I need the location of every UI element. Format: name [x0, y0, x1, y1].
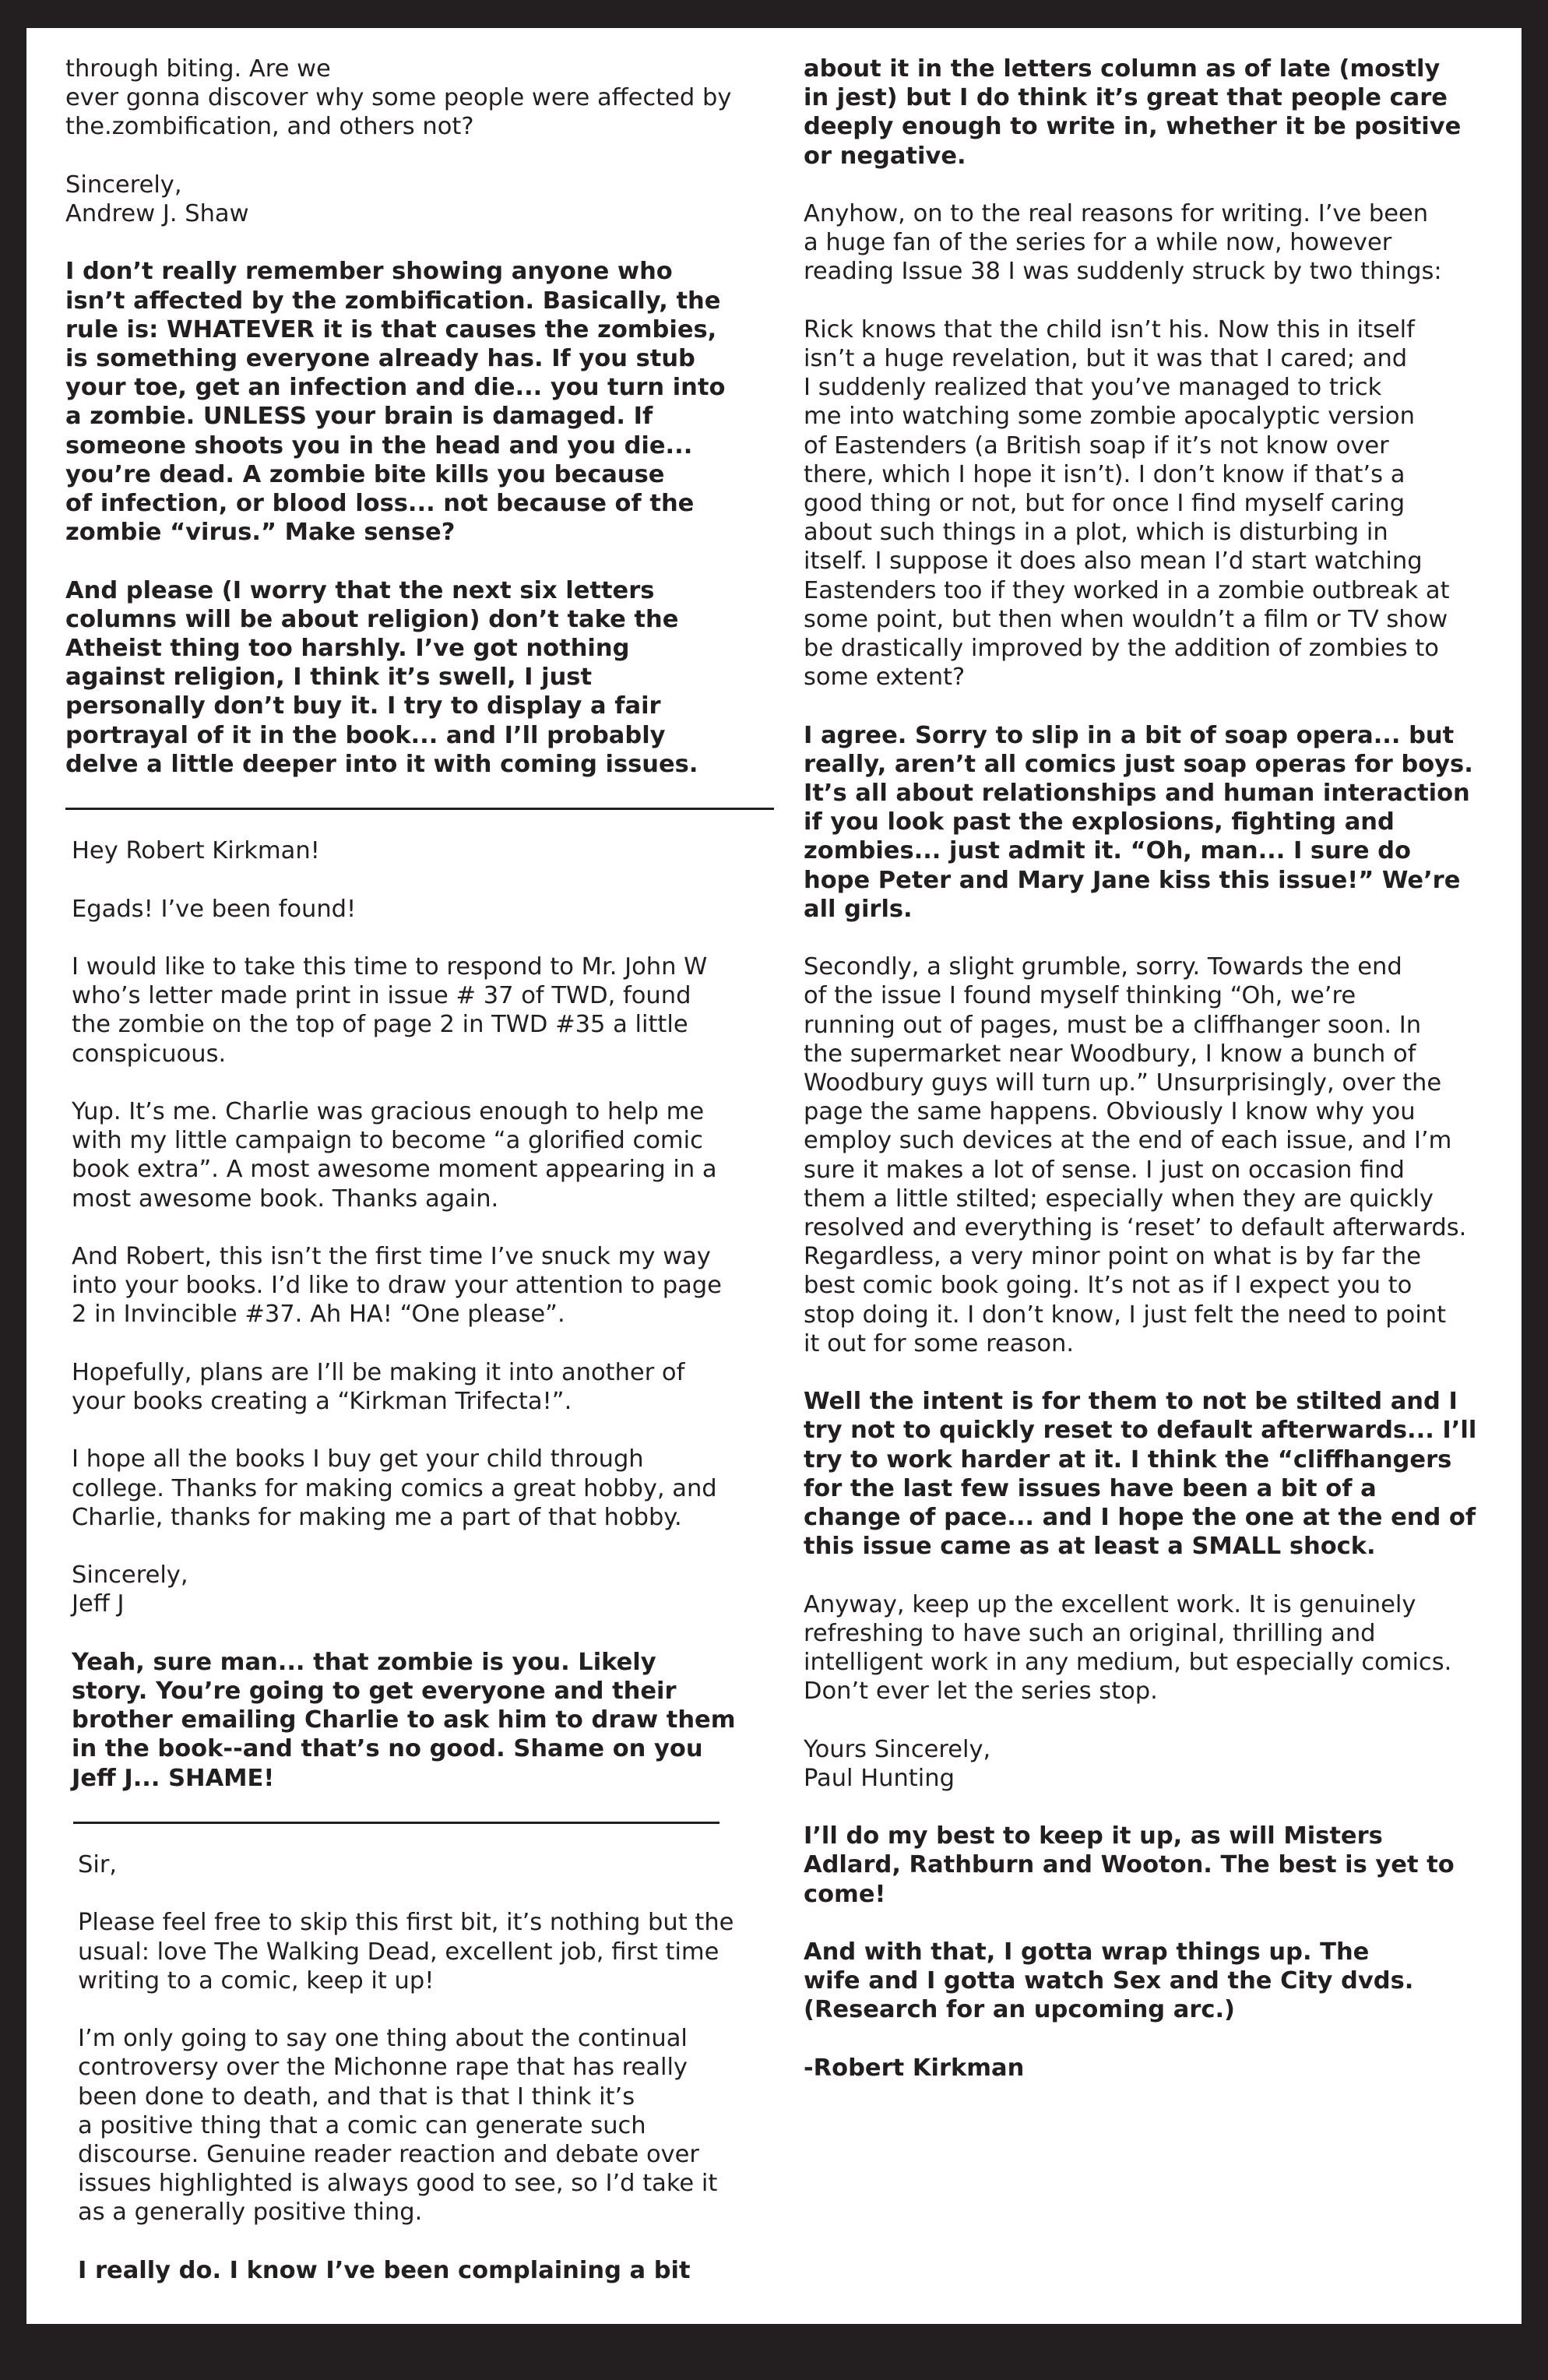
letter-text: I’m only going to say one thing about the continual controversy over the Michonne rape that has really been done to death, and that is that I think it’s a positive thing that a comic can generate such discourse. Genuine reader reaction and debate over issues highlighted is always good to see, so I’d take it as a generally positive thing. — [78, 2025, 718, 2227]
letter-text: Anyway, keep up the excellent work. It is genuinely refreshing to have such an original, thrilling and intelligent work in any medium, but especially comics. Don’t ever let the series stop. — [804, 1590, 1452, 1706]
letter-signature: Yours Sincerely, Paul Hunting — [804, 1735, 991, 1792]
letter-text: Hopefully, plans are I’ll be making it into another of your books creating a “Kirkman Trifecta!”. — [72, 1358, 685, 1415]
letter-text: Yup. It’s me. Charlie was gracious enough to help me with my little campaign to become “a glorified comic book extra”. A most awesome moment appearing in a most awesome book. Thanks again. — [72, 1098, 717, 1213]
letter-text: Rick knows that the child isn’t his. Now this in itself isn’t a huge revelation, but it was that I cared; and I suddenly realized that you’ve managed to trick me into watching some zombie apocalyptic version of Eastenders (a British soap if it’s not know over there, which I hope it isn’t). I don’t know if that’s a good thing or not, but for once I find myself caring about such things in a plot, which is disturbing in itself. I suppose it does also mean I’d start watching Eastenders too if they worked in a zombie outbreak at some point, but then when wouldn’t a film or TV show be drastically improved by the addition of zombies to some extent? — [804, 315, 1450, 692]
letter-greeting: Sir, — [78, 1850, 118, 1878]
letter-text: Anyhow, on to the real reasons for writing. I’ve been a huge fan of the series for a while now, however reading Issue 38 I was suddenly struck by two things: — [804, 200, 1442, 286]
letter-text: Egads! I’ve been found! — [72, 895, 357, 923]
editor-reply: And with that, I gotta wrap things up. The wife and I gotta watch Sex and the City dvds. (Research for an upcoming arc.) — [804, 1938, 1414, 2024]
letter-greeting: Hey Robert Kirkman! — [72, 837, 320, 865]
editor-reply: I agree. Sorry to slip in a bit of soap opera... but really, aren’t all comics just soap operas for boys. It’s all about relationships and human interaction if you look past the explosions, fighting and zombies... just admit it. “Oh, man... I sure do hope Peter and Mary Jane kiss this issue!” We’re all girls. — [804, 721, 1473, 923]
letter-signature: Sincerely, Andrew J. Shaw — [65, 171, 249, 227]
right-column — [804, 55, 1489, 2111]
letter-text: through biting. Are we ever gonna discover why some people were affected by the.zombification, and others not? — [65, 55, 732, 141]
letter-text: I hope all the books I buy get your child through college. Thanks for making comics a great hobby, and Charlie, thanks for making me a part of that hobby. — [72, 1445, 717, 1531]
divider — [65, 808, 774, 810]
editor-reply: Well the intent is for them to not be stilted and I try not to quickly reset to default afterwards... I’ll try to work harder at it. I think the “cliffhangers for the last few issues have been a bit of a change of pace... and I hope the one at the end of this issue came as at least a SMALL shock. — [804, 1388, 1477, 1561]
editor-reply: about it in the letters column as of late (mostly in jest) but I do think it’s great that people care deeply enough to write in, whether it be positive or negative. — [804, 55, 1462, 170]
divider — [73, 1822, 719, 1824]
letter-text: And Robert, this isn’t the first time I’ve snuck my way into your books. I’d like to draw your attention to page 2 in Invincible #37. Ah HA! “One please”. — [72, 1243, 722, 1329]
editor-reply: I’ll do my best to keep it up, as will Misters Adlard, Rathburn and Wooton. The best is yet to come! — [804, 1822, 1455, 1908]
editor-reply: I really do. I know I’ve been complaining a bit — [78, 2256, 691, 2284]
editor-reply: And please (I worry that the next six letters columns will be about religion) don’t take the Atheist thing too harshly. I’ve got nothing against religion, I think it’s swell, I just personally don’t buy it. I try to display a fair portrayal of it in the book... and I’ll probably delve a little deeper into it with coming issues. — [65, 576, 698, 778]
letter-text: Please feel free to skip this first bit, it’s nothing but the usual: love The Walking Dead, excellent job, first time writing to a comic, keep it up! — [78, 1909, 734, 1994]
letter-text: I would like to take this time to respond to Mr. John W who’s letter made print in issue # 37 of TWD, found the zombie on the top of page 2 in TWD #35 a little conspicuous. — [72, 953, 708, 1068]
editor-reply: I don’t really remember showing anyone who isn’t affected by the zombification. Basically, the rule is: WHATEVER it is that causes the zombies, is something everyone already has. If you stub your toe, get an infection and die... you turn into a zombie. UNLESS your brain is damaged. If someone shoots you in the head and you die... you’re dead. A zombie bite kills you because of infection, or blood loss... not because of the zombie “virus.” Make sense? — [65, 258, 726, 547]
letter-text: Secondly, a slight grumble, sorry. Towards the end of the issue I found myself thinking “Oh, we’re running out of pages, must be a cliffhanger soon. In the supermarket near Woodbury, I know a bunch of Woodbury guys will turn up.” Unsurprisingly, over the page the same happens. Obviously I know why you employ such devices at the end of each issue, and I’m sure it makes a lot of sense. I just on occasion find them a little stilted; especially when they are quickly resolved and everything is ‘reset’ to default afterwards. Regardless, a very minor point on what is by far the best comic book going. It’s not as if I expect you to stop doing it. I don’t know, I just felt the need to point it out for some reason. — [804, 953, 1467, 1357]
letters-page — [26, 28, 1522, 2324]
editor-reply: Yeah, sure man... that zombie is you. Likely story. You’re going to get everyone and their brother emailing Charlie to ask him to draw them in the book--and that’s no good. Shame on you Jeff J... SHAME! — [72, 1648, 736, 1792]
editor-signoff: -Robert Kirkman — [804, 2054, 1025, 2082]
letter-signature: Sincerely, Jeff J — [72, 1561, 188, 1618]
left-column — [65, 55, 782, 2285]
